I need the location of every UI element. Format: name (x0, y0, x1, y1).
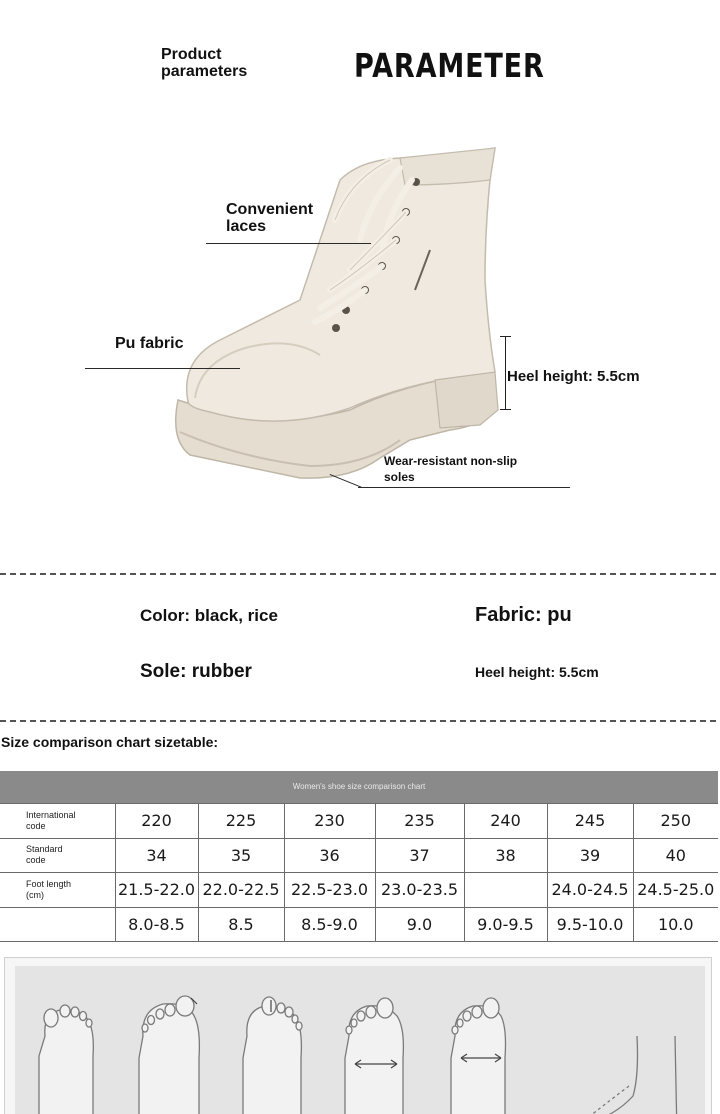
table-cell: 225 (198, 804, 284, 839)
table-cell: 240 (464, 804, 547, 839)
table-cell: 9.0-9.5 (464, 907, 547, 942)
table-cell: 21.5-22.0 (115, 873, 198, 908)
table-cell: 36 (284, 838, 375, 873)
table-cell: 34 (115, 838, 198, 873)
table-cell: 220 (115, 804, 198, 839)
table-cell (464, 873, 547, 908)
heel-height-bracket (505, 336, 506, 410)
section-divider (0, 720, 716, 722)
section-divider (0, 573, 716, 575)
parameter-title: PARAMETER (354, 46, 545, 85)
size-table-header: Women's shoe size comparison chart (0, 771, 718, 803)
table-cell: 8.5-9.0 (284, 907, 375, 942)
size-chart-title: Size comparison chart sizetable: (1, 734, 219, 750)
table-cell: 35 (198, 838, 284, 873)
foot-side-view (575, 1036, 638, 1114)
callout-laces-line (206, 243, 371, 244)
boot-heel (435, 372, 498, 428)
spec-fabric: Fabric: pu (475, 604, 572, 626)
table-cell: 22.0-22.5 (198, 873, 284, 908)
table-cell: 24.0-24.5 (547, 873, 633, 908)
callout-heel-height: Heel height: 5.5cm (507, 368, 640, 385)
row-label: Standard code (0, 838, 115, 873)
table-cell: 38 (464, 838, 547, 873)
table-cell: 9.0 (375, 907, 464, 942)
table-cell: 235 (375, 804, 464, 839)
table-cell: 230 (284, 804, 375, 839)
boot-illustration (150, 140, 520, 490)
foot-measurement-illustration (15, 966, 705, 1114)
table-row (0, 804, 718, 839)
spec-heel-height: Heel height: 5.5cm (475, 664, 599, 680)
table-cell: 8.5 (198, 907, 284, 942)
table-row (0, 838, 718, 873)
spec-sole: Sole: rubber (140, 661, 252, 682)
table-cell: 24.5-25.0 (633, 873, 718, 908)
table-cell: 250 (633, 804, 718, 839)
table-cell: 9.5-10.0 (547, 907, 633, 942)
table-cell: 40 (633, 838, 718, 873)
callout-fabric: Pu fabric (115, 335, 184, 352)
callout-soles: Wear-resistant non-slip soles (384, 454, 518, 484)
table-row (0, 907, 718, 942)
table-cell: 22.5-23.0 (284, 873, 375, 908)
callout-fabric-line (85, 368, 240, 369)
callout-soles-line (358, 487, 570, 488)
spec-color: Color: black, rice (140, 606, 278, 625)
table-cell: 39 (547, 838, 633, 873)
row-label: Foot length (cm) (0, 873, 115, 908)
table-cell: 37 (375, 838, 464, 873)
foot-measurement-panel (4, 957, 712, 1114)
table-row (0, 873, 718, 908)
product-parameters-label: Product parameters (161, 46, 248, 80)
row-label (0, 907, 115, 942)
table-cell: 23.0-23.5 (375, 873, 464, 908)
callout-laces: Convenient laces (226, 201, 314, 235)
size-table (0, 803, 718, 942)
table-cell: 10.0 (633, 907, 718, 942)
table-cell: 8.0-8.5 (115, 907, 198, 942)
table-cell: 245 (547, 804, 633, 839)
row-label: International code (0, 804, 115, 839)
